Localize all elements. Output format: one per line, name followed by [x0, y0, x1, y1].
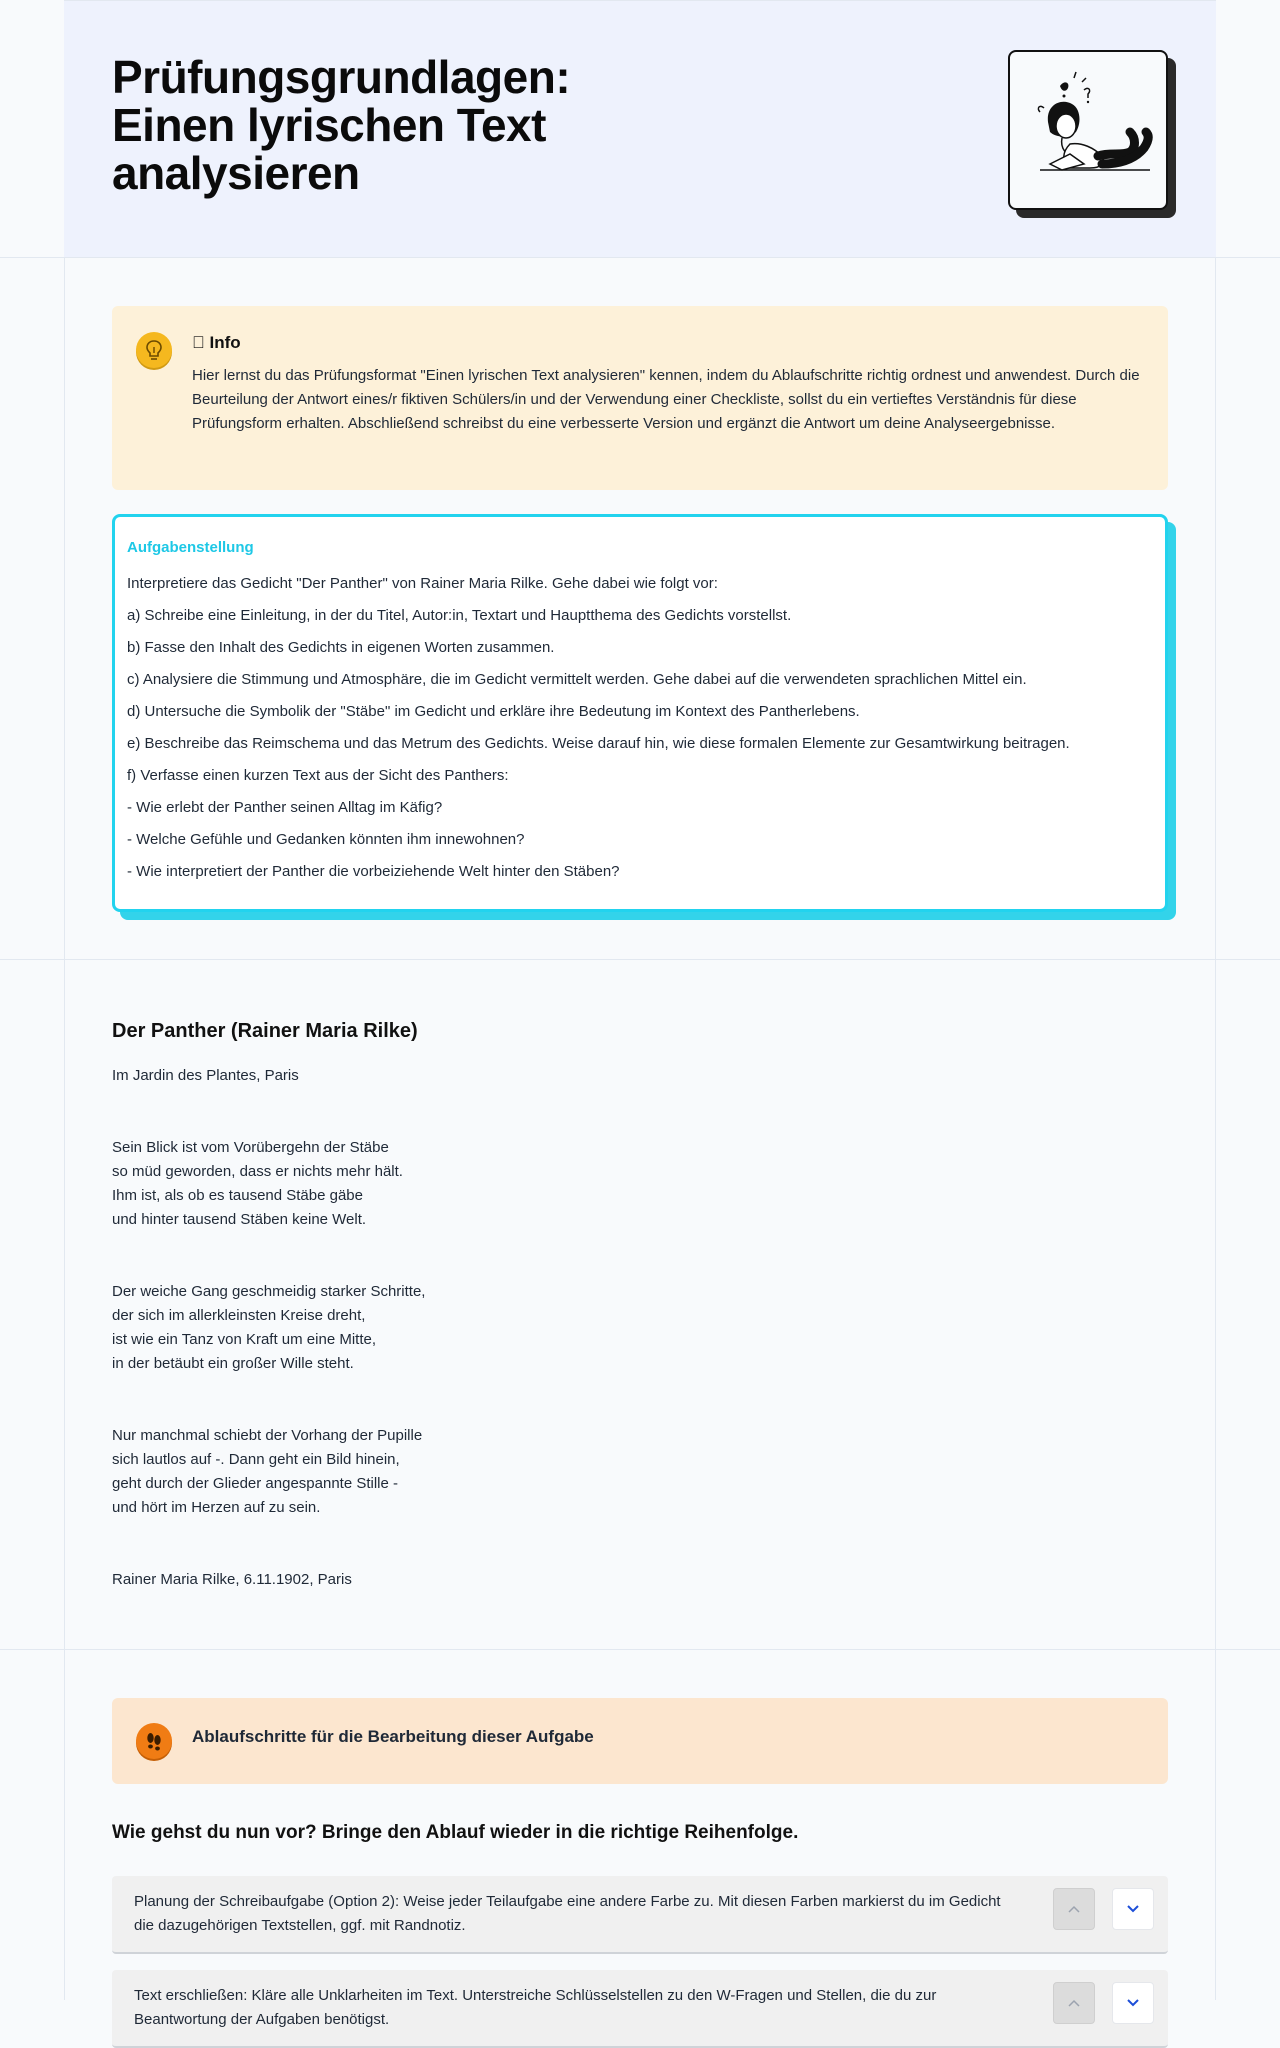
- footprints-icon: [136, 1723, 172, 1759]
- chevron-down-icon: [1126, 1904, 1140, 1914]
- info-text: Hier lernst du das Prüfungsformat "Einen lyrischen Text analysieren" kennen, indem du Ablaufschritte richtig ordnest und anwendest. Durch die Beurteilung der Antwort eines/r fiktiven Schülers/in und der Verwendung einer Checkliste, sollst du ein vertieftes Verständnis für diese Prüfungsform erhalten. Abschließend schreibst du eine verbesserte Version und ergänzt die Antwort um deine Analyseergebnisse.: [192, 367, 1140, 432]
- girl-reading-icon: [1008, 50, 1168, 210]
- order-item-text: Text erschließen: Kläre alle Unklarheiten im Text. Unterstreiche Schlüsselstellen zu den W-Fragen und Stellen, die du zur Beantwortung der Aufgaben benötigst.: [134, 1987, 937, 2028]
- poem-stanza: Nur manchmal schiebt der Vorhang der Pupille sich lautlos auf -. Dann geht ein Bild hinein, geht durch der Glieder angespannte Stille - und hört im Herzen auf zu sein.: [112, 1427, 423, 1516]
- info-title:   Info: [192, 333, 241, 352]
- move-down-button[interactable]: [1112, 1888, 1154, 1930]
- task-line: d) Untersuche die Symbolik der "Stäbe" im Gedicht und erkläre ihre Bedeutung im Kontext des Pantherlebens.: [127, 703, 860, 720]
- task-line: a) Schreibe eine Einleitung, in der du Titel, Autor:in, Textart und Hauptthema des Gedichts vorstellst.: [127, 607, 792, 624]
- grid-line-left: [64, 0, 65, 2000]
- chevron-down-icon: [1126, 1998, 1140, 2008]
- move-up-button[interactable]: [1053, 1982, 1095, 2024]
- task-line: e) Beschreibe das Reimschema und das Metrum des Gedichts. Weise darauf hin, wie diese formalen Elemente zur Gesamtwirkung beitragen.: [127, 735, 1070, 752]
- poem-stanza: Der weiche Gang geschmeidig starker Schritte, der sich im allerkleinsten Kreise dreht, ist wie ein Tanz von Kraft um eine Mitte, in der betäubt ein großer Wille steht.: [112, 1283, 426, 1372]
- task-label: Aufgabenstellung: [127, 539, 254, 556]
- task-box: [112, 514, 1168, 912]
- grid-line-right: [1215, 0, 1216, 2000]
- move-down-button[interactable]: [1112, 1982, 1154, 2024]
- poem-signature: Rainer Maria Rilke, 6.11.1902, Paris: [112, 1571, 352, 1588]
- section-divider: [0, 257, 1280, 258]
- task-line: - Wie erlebt der Panther seinen Alltag im Käfig?: [127, 799, 443, 816]
- task-line: Interpretiere das Gedicht "Der Panther" von Rainer Maria Rilke. Gehe dabei wie folgt vor:: [127, 575, 718, 592]
- steps-question: Wie gehst du nun vor? Bringe den Ablauf wieder in die richtige Reihenfolge.: [112, 1822, 799, 1843]
- lightbulb-icon: [136, 332, 172, 368]
- move-up-button[interactable]: [1053, 1888, 1095, 1930]
- task-line: - Wie interpretiert der Panther die vorbeiziehende Welt hinter den Stäben?: [127, 863, 620, 880]
- page-header: [64, 0, 1216, 257]
- order-item-text: Planung der Schreibaufgabe (Option 2): Weise jeder Teilaufgabe eine andere Farbe zu. Mit diesen Farben markierst du im Gedicht die dazugehörigen Textstellen, ggf. mit Randnotiz.: [134, 1893, 1001, 1934]
- poem-title: Der Panther (Rainer Maria Rilke): [112, 1020, 418, 1042]
- task-line: - Welche Gefühle und Gedanken könnten ihm innewohnen?: [127, 831, 525, 848]
- task-line: b) Fasse den Inhalt des Gedichts in eigenen Worten zusammen.: [127, 639, 555, 656]
- page-title-line: analysieren: [112, 147, 360, 199]
- order-item[interactable]: [112, 1970, 1168, 2048]
- task-line: c) Analysiere die Stimmung und Atmosphäre, die im Gedicht vermittelt werden. Gehe dabei auf die verwendeten sprachlichen Mittel ein.: [127, 671, 1027, 688]
- section-divider: [0, 1649, 1280, 1650]
- page-title-line: Einen lyrischen Text: [112, 99, 546, 151]
- chevron-up-icon: [1067, 1904, 1081, 1914]
- info-box: [112, 306, 1168, 490]
- poem-subtitle: Im Jardin des Plantes, Paris: [112, 1067, 299, 1084]
- poem-stanza: Sein Blick ist vom Vorübergehn der Stäbe so müd geworden, dass er nichts mehr hält. Ihm ist, als ob es tausend Stäbe gäbe und hinter tausend Stäben keine Welt.: [112, 1139, 403, 1228]
- section-divider: [0, 959, 1280, 960]
- steps-box: [112, 1698, 1168, 1784]
- task-line: f) Verfasse einen kurzen Text aus der Sicht des Panthers:: [127, 767, 509, 784]
- chevron-up-icon: [1067, 1998, 1081, 2008]
- page-title-line: Prüfungsgrundlagen:: [112, 51, 571, 103]
- page-title: [112, 53, 712, 197]
- steps-title: Ablaufschritte für die Bearbeitung dieser Aufgabe: [192, 1727, 594, 1746]
- order-item[interactable]: [112, 1876, 1168, 1954]
